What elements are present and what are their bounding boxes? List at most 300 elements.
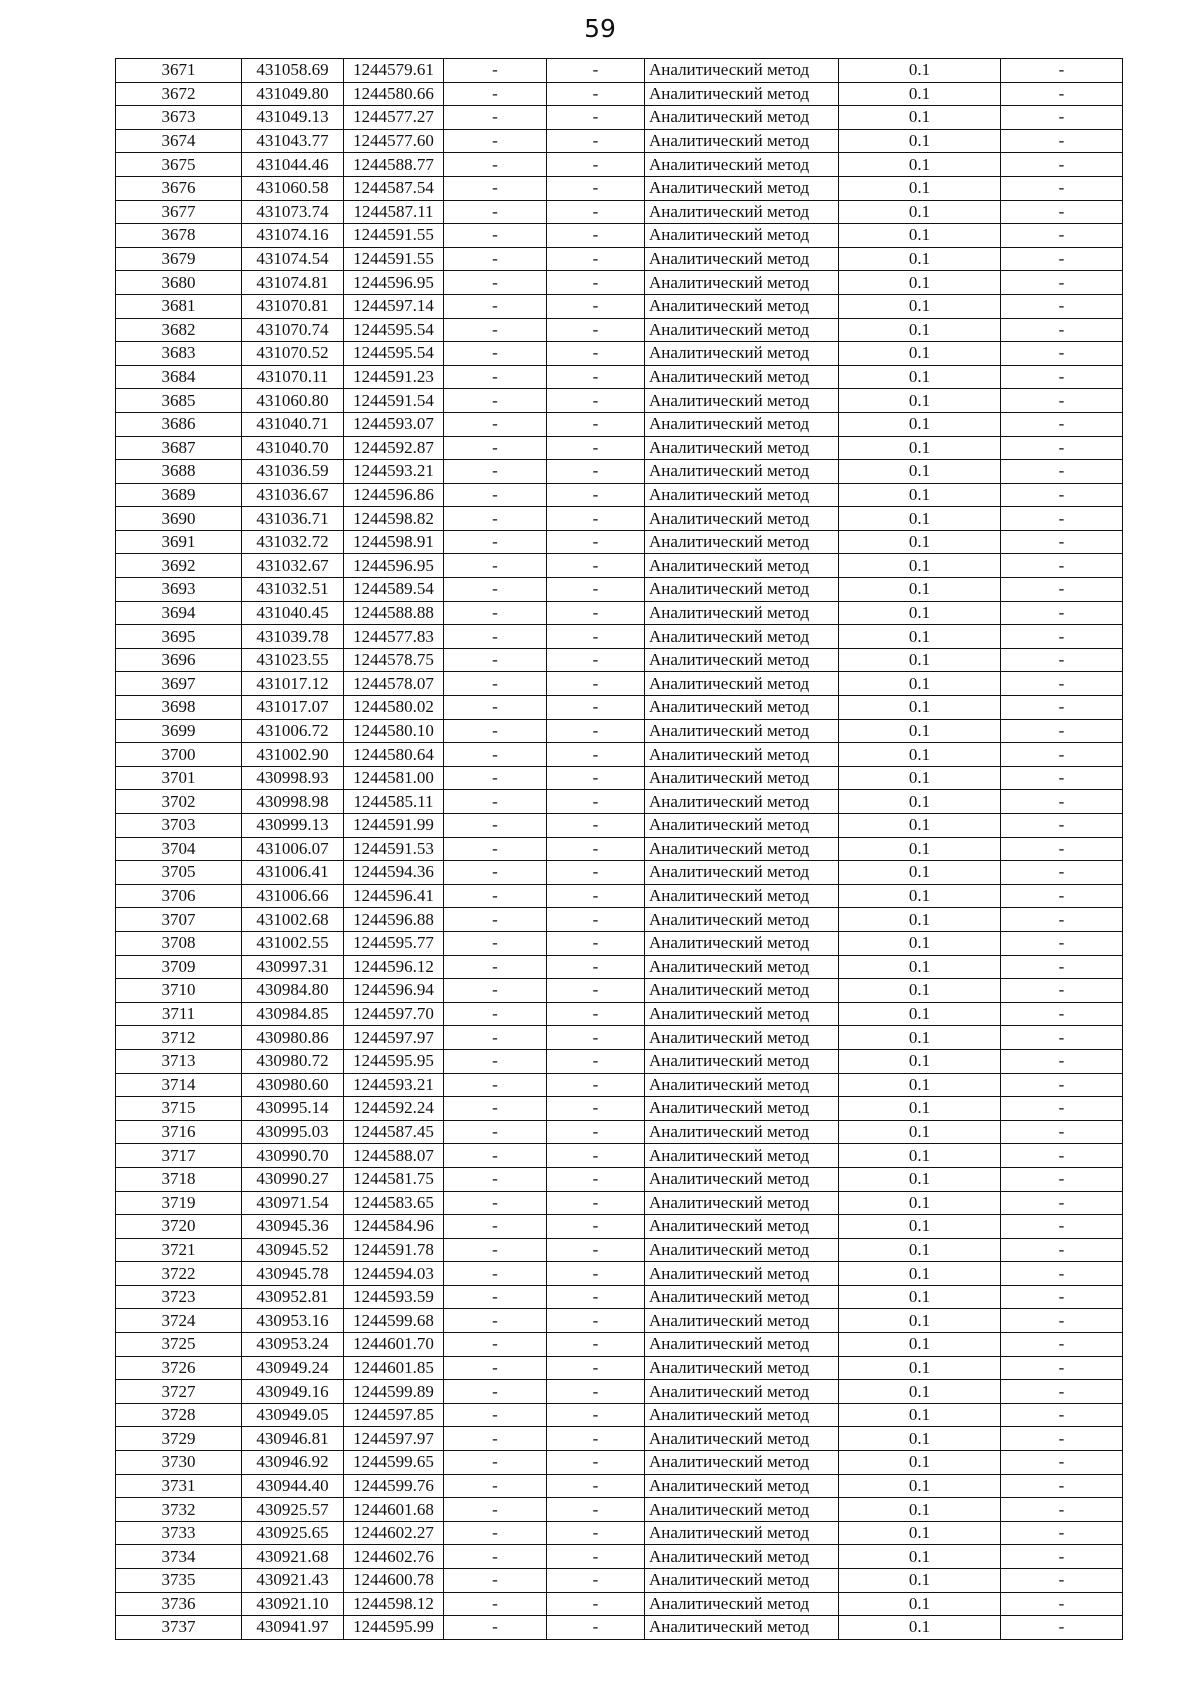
y-coordinate-cell: 1244585.11	[344, 790, 444, 814]
coordinates-table	[115, 58, 1123, 1640]
method-cell: Аналитический метод	[645, 648, 839, 672]
point-number-cell: 3724	[116, 1309, 242, 1333]
x-coordinate-cell: 431058.69	[242, 59, 344, 83]
empty-dash-cell: -	[444, 59, 547, 83]
y-coordinate-cell: 1244592.87	[344, 436, 444, 460]
empty-dash-cell: -	[444, 814, 547, 838]
x-coordinate-cell: 431006.72	[242, 719, 344, 743]
empty-dash-cell: -	[1001, 1521, 1123, 1545]
table-row	[116, 931, 1123, 955]
empty-dash-cell: -	[547, 389, 645, 413]
empty-dash-cell: -	[444, 908, 547, 932]
x-coordinate-cell: 431044.46	[242, 153, 344, 177]
y-coordinate-cell: 1244581.00	[344, 766, 444, 790]
empty-dash-cell: -	[444, 1356, 547, 1380]
empty-dash-cell: -	[547, 1403, 645, 1427]
empty-dash-cell: -	[1001, 1333, 1123, 1357]
accuracy-cell: 0.1	[839, 625, 1001, 649]
table-row	[116, 790, 1123, 814]
point-number-cell: 3697	[116, 672, 242, 696]
method-cell: Аналитический метод	[645, 1285, 839, 1309]
method-cell: Аналитический метод	[645, 696, 839, 720]
empty-dash-cell: -	[444, 861, 547, 885]
method-cell: Аналитический метод	[645, 1167, 839, 1191]
empty-dash-cell: -	[547, 1120, 645, 1144]
x-coordinate-cell: 430949.05	[242, 1403, 344, 1427]
point-number-cell: 3676	[116, 176, 242, 200]
x-coordinate-cell: 431070.74	[242, 318, 344, 342]
y-coordinate-cell: 1244598.12	[344, 1592, 444, 1616]
empty-dash-cell: -	[547, 1592, 645, 1616]
point-number-cell: 3733	[116, 1521, 242, 1545]
table-row	[116, 601, 1123, 625]
y-coordinate-cell: 1244600.78	[344, 1569, 444, 1593]
point-number-cell: 3702	[116, 790, 242, 814]
table-row	[116, 483, 1123, 507]
empty-dash-cell: -	[547, 1309, 645, 1333]
accuracy-cell: 0.1	[839, 1097, 1001, 1121]
empty-dash-cell: -	[547, 743, 645, 767]
table-row	[116, 1191, 1123, 1215]
x-coordinate-cell: 430949.24	[242, 1356, 344, 1380]
empty-dash-cell: -	[547, 1238, 645, 1262]
empty-dash-cell: -	[444, 1026, 547, 1050]
empty-dash-cell: -	[1001, 294, 1123, 318]
x-coordinate-cell: 431060.80	[242, 389, 344, 413]
accuracy-cell: 0.1	[839, 106, 1001, 130]
point-number-cell: 3696	[116, 648, 242, 672]
accuracy-cell: 0.1	[839, 1144, 1001, 1168]
method-cell: Аналитический метод	[645, 153, 839, 177]
empty-dash-cell: -	[547, 1521, 645, 1545]
y-coordinate-cell: 1244596.86	[344, 483, 444, 507]
point-number-cell: 3686	[116, 412, 242, 436]
method-cell: Аналитический метод	[645, 1333, 839, 1357]
y-coordinate-cell: 1244596.95	[344, 554, 444, 578]
empty-dash-cell: -	[547, 1002, 645, 1026]
accuracy-cell: 0.1	[839, 389, 1001, 413]
accuracy-cell: 0.1	[839, 554, 1001, 578]
y-coordinate-cell: 1244577.83	[344, 625, 444, 649]
empty-dash-cell: -	[1001, 837, 1123, 861]
empty-dash-cell: -	[444, 1474, 547, 1498]
x-coordinate-cell: 431060.58	[242, 176, 344, 200]
table-row	[116, 908, 1123, 932]
point-number-cell: 3701	[116, 766, 242, 790]
empty-dash-cell: -	[1001, 82, 1123, 106]
y-coordinate-cell: 1244599.65	[344, 1451, 444, 1475]
x-coordinate-cell: 430990.27	[242, 1167, 344, 1191]
y-coordinate-cell: 1244588.88	[344, 601, 444, 625]
table-row	[116, 1427, 1123, 1451]
accuracy-cell: 0.1	[839, 1545, 1001, 1569]
table-row	[116, 578, 1123, 602]
table-row	[116, 1215, 1123, 1239]
accuracy-cell: 0.1	[839, 294, 1001, 318]
empty-dash-cell: -	[444, 766, 547, 790]
accuracy-cell: 0.1	[839, 436, 1001, 460]
accuracy-cell: 0.1	[839, 1356, 1001, 1380]
point-number-cell: 3694	[116, 601, 242, 625]
x-coordinate-cell: 430980.86	[242, 1026, 344, 1050]
point-number-cell: 3714	[116, 1073, 242, 1097]
y-coordinate-cell: 1244587.11	[344, 200, 444, 224]
accuracy-cell: 0.1	[839, 743, 1001, 767]
table-row	[116, 1120, 1123, 1144]
point-number-cell: 3673	[116, 106, 242, 130]
point-number-cell: 3689	[116, 483, 242, 507]
empty-dash-cell: -	[547, 483, 645, 507]
accuracy-cell: 0.1	[839, 224, 1001, 248]
accuracy-cell: 0.1	[839, 153, 1001, 177]
table-row	[116, 837, 1123, 861]
table-row	[116, 106, 1123, 130]
empty-dash-cell: -	[444, 672, 547, 696]
point-number-cell: 3675	[116, 153, 242, 177]
empty-dash-cell: -	[444, 460, 547, 484]
y-coordinate-cell: 1244599.68	[344, 1309, 444, 1333]
table-row	[116, 1026, 1123, 1050]
empty-dash-cell: -	[1001, 365, 1123, 389]
empty-dash-cell: -	[547, 1073, 645, 1097]
x-coordinate-cell: 431040.71	[242, 412, 344, 436]
y-coordinate-cell: 1244591.53	[344, 837, 444, 861]
method-cell: Аналитический метод	[645, 554, 839, 578]
y-coordinate-cell: 1244591.23	[344, 365, 444, 389]
empty-dash-cell: -	[1001, 271, 1123, 295]
empty-dash-cell: -	[444, 436, 547, 460]
method-cell: Аналитический метод	[645, 743, 839, 767]
x-coordinate-cell: 431036.71	[242, 507, 344, 531]
empty-dash-cell: -	[444, 318, 547, 342]
x-coordinate-cell: 430990.70	[242, 1144, 344, 1168]
x-coordinate-cell: 430946.92	[242, 1451, 344, 1475]
accuracy-cell: 0.1	[839, 1427, 1001, 1451]
point-number-cell: 3688	[116, 460, 242, 484]
empty-dash-cell: -	[547, 129, 645, 153]
method-cell: Аналитический метод	[645, 294, 839, 318]
accuracy-cell: 0.1	[839, 578, 1001, 602]
empty-dash-cell: -	[444, 1262, 547, 1286]
point-number-cell: 3723	[116, 1285, 242, 1309]
empty-dash-cell: -	[1001, 1120, 1123, 1144]
empty-dash-cell: -	[1001, 861, 1123, 885]
accuracy-cell: 0.1	[839, 1403, 1001, 1427]
empty-dash-cell: -	[1001, 1380, 1123, 1404]
empty-dash-cell: -	[547, 247, 645, 271]
empty-dash-cell: -	[1001, 1215, 1123, 1239]
y-coordinate-cell: 1244591.55	[344, 247, 444, 271]
table-row	[116, 1498, 1123, 1522]
empty-dash-cell: -	[547, 460, 645, 484]
accuracy-cell: 0.1	[839, 837, 1001, 861]
empty-dash-cell: -	[547, 436, 645, 460]
method-cell: Аналитический метод	[645, 790, 839, 814]
table-row	[116, 955, 1123, 979]
table-row	[116, 1569, 1123, 1593]
empty-dash-cell: -	[1001, 1167, 1123, 1191]
x-coordinate-cell: 430925.65	[242, 1521, 344, 1545]
x-coordinate-cell: 431070.11	[242, 365, 344, 389]
x-coordinate-cell: 431043.77	[242, 129, 344, 153]
table-row	[116, 530, 1123, 554]
y-coordinate-cell: 1244581.75	[344, 1167, 444, 1191]
point-number-cell: 3713	[116, 1049, 242, 1073]
empty-dash-cell: -	[444, 719, 547, 743]
table-row	[116, 294, 1123, 318]
table-row	[116, 1285, 1123, 1309]
empty-dash-cell: -	[444, 931, 547, 955]
accuracy-cell: 0.1	[839, 483, 1001, 507]
x-coordinate-cell: 430953.16	[242, 1309, 344, 1333]
y-coordinate-cell: 1244580.64	[344, 743, 444, 767]
method-cell: Аналитический метод	[645, 507, 839, 531]
method-cell: Аналитический метод	[645, 1427, 839, 1451]
x-coordinate-cell: 431032.72	[242, 530, 344, 554]
empty-dash-cell: -	[444, 1167, 547, 1191]
empty-dash-cell: -	[444, 1545, 547, 1569]
point-number-cell: 3679	[116, 247, 242, 271]
point-number-cell: 3727	[116, 1380, 242, 1404]
y-coordinate-cell: 1244596.41	[344, 884, 444, 908]
accuracy-cell: 0.1	[839, 82, 1001, 106]
table-row	[116, 743, 1123, 767]
method-cell: Аналитический метод	[645, 601, 839, 625]
accuracy-cell: 0.1	[839, 1592, 1001, 1616]
table-row	[116, 814, 1123, 838]
empty-dash-cell: -	[1001, 955, 1123, 979]
empty-dash-cell: -	[444, 365, 547, 389]
table-row	[116, 247, 1123, 271]
y-coordinate-cell: 1244595.95	[344, 1049, 444, 1073]
accuracy-cell: 0.1	[839, 1002, 1001, 1026]
empty-dash-cell: -	[444, 483, 547, 507]
point-number-cell: 3700	[116, 743, 242, 767]
method-cell: Аналитический метод	[645, 1073, 839, 1097]
empty-dash-cell: -	[444, 1380, 547, 1404]
x-coordinate-cell: 430971.54	[242, 1191, 344, 1215]
method-cell: Аналитический метод	[645, 412, 839, 436]
point-number-cell: 3683	[116, 342, 242, 366]
empty-dash-cell: -	[444, 1073, 547, 1097]
empty-dash-cell: -	[1001, 1545, 1123, 1569]
empty-dash-cell: -	[1001, 224, 1123, 248]
empty-dash-cell: -	[1001, 979, 1123, 1003]
empty-dash-cell: -	[547, 814, 645, 838]
accuracy-cell: 0.1	[839, 1262, 1001, 1286]
empty-dash-cell: -	[444, 1403, 547, 1427]
y-coordinate-cell: 1244601.85	[344, 1356, 444, 1380]
empty-dash-cell: -	[444, 1451, 547, 1475]
empty-dash-cell: -	[1001, 1144, 1123, 1168]
x-coordinate-cell: 431040.70	[242, 436, 344, 460]
empty-dash-cell: -	[547, 1427, 645, 1451]
x-coordinate-cell: 431074.81	[242, 271, 344, 295]
empty-dash-cell: -	[444, 696, 547, 720]
empty-dash-cell: -	[1001, 1498, 1123, 1522]
y-coordinate-cell: 1244580.10	[344, 719, 444, 743]
accuracy-cell: 0.1	[839, 1380, 1001, 1404]
empty-dash-cell: -	[444, 1097, 547, 1121]
point-number-cell: 3674	[116, 129, 242, 153]
empty-dash-cell: -	[1001, 1451, 1123, 1475]
empty-dash-cell: -	[444, 129, 547, 153]
accuracy-cell: 0.1	[839, 1191, 1001, 1215]
table-row	[116, 861, 1123, 885]
method-cell: Аналитический метод	[645, 1356, 839, 1380]
method-cell: Аналитический метод	[645, 1262, 839, 1286]
table-row	[116, 1238, 1123, 1262]
method-cell: Аналитический метод	[645, 342, 839, 366]
table-row	[116, 1309, 1123, 1333]
y-coordinate-cell: 1244598.91	[344, 530, 444, 554]
method-cell: Аналитический метод	[645, 1521, 839, 1545]
empty-dash-cell: -	[444, 342, 547, 366]
empty-dash-cell: -	[547, 224, 645, 248]
table-row	[116, 1262, 1123, 1286]
accuracy-cell: 0.1	[839, 1026, 1001, 1050]
method-cell: Аналитический метод	[645, 884, 839, 908]
accuracy-cell: 0.1	[839, 530, 1001, 554]
accuracy-cell: 0.1	[839, 601, 1001, 625]
method-cell: Аналитический метод	[645, 1451, 839, 1475]
x-coordinate-cell: 430984.80	[242, 979, 344, 1003]
x-coordinate-cell: 430949.16	[242, 1380, 344, 1404]
y-coordinate-cell: 1244588.77	[344, 153, 444, 177]
point-number-cell: 3737	[116, 1616, 242, 1640]
point-number-cell: 3707	[116, 908, 242, 932]
empty-dash-cell: -	[444, 224, 547, 248]
y-coordinate-cell: 1244591.99	[344, 814, 444, 838]
point-number-cell: 3706	[116, 884, 242, 908]
empty-dash-cell: -	[1001, 247, 1123, 271]
method-cell: Аналитический метод	[645, 1120, 839, 1144]
table-row	[116, 224, 1123, 248]
empty-dash-cell: -	[547, 1191, 645, 1215]
x-coordinate-cell: 431074.16	[242, 224, 344, 248]
method-cell: Аналитический метод	[645, 814, 839, 838]
y-coordinate-cell: 1244599.76	[344, 1474, 444, 1498]
method-cell: Аналитический метод	[645, 672, 839, 696]
table-row	[116, 507, 1123, 531]
table-row	[116, 153, 1123, 177]
y-coordinate-cell: 1244583.65	[344, 1191, 444, 1215]
empty-dash-cell: -	[444, 1521, 547, 1545]
method-cell: Аналитический метод	[645, 578, 839, 602]
empty-dash-cell: -	[547, 1262, 645, 1286]
empty-dash-cell: -	[1001, 342, 1123, 366]
empty-dash-cell: -	[1001, 743, 1123, 767]
x-coordinate-cell: 431040.45	[242, 601, 344, 625]
empty-dash-cell: -	[1001, 672, 1123, 696]
empty-dash-cell: -	[1001, 1427, 1123, 1451]
accuracy-cell: 0.1	[839, 1073, 1001, 1097]
empty-dash-cell: -	[444, 1616, 547, 1640]
method-cell: Аналитический метод	[645, 224, 839, 248]
empty-dash-cell: -	[547, 1474, 645, 1498]
y-coordinate-cell: 1244594.36	[344, 861, 444, 885]
point-number-cell: 3699	[116, 719, 242, 743]
table-body	[116, 59, 1123, 1640]
accuracy-cell: 0.1	[839, 955, 1001, 979]
empty-dash-cell: -	[547, 625, 645, 649]
table-row	[116, 766, 1123, 790]
empty-dash-cell: -	[444, 1498, 547, 1522]
y-coordinate-cell: 1244579.61	[344, 59, 444, 83]
method-cell: Аналитический метод	[645, 1592, 839, 1616]
empty-dash-cell: -	[1001, 696, 1123, 720]
x-coordinate-cell: 430953.24	[242, 1333, 344, 1357]
point-number-cell: 3672	[116, 82, 242, 106]
empty-dash-cell: -	[547, 176, 645, 200]
point-number-cell: 3730	[116, 1451, 242, 1475]
empty-dash-cell: -	[444, 389, 547, 413]
empty-dash-cell: -	[1001, 389, 1123, 413]
empty-dash-cell: -	[1001, 1073, 1123, 1097]
empty-dash-cell: -	[1001, 530, 1123, 554]
page-number: 59	[584, 14, 616, 43]
empty-dash-cell: -	[1001, 129, 1123, 153]
x-coordinate-cell: 431074.54	[242, 247, 344, 271]
point-number-cell: 3710	[116, 979, 242, 1003]
accuracy-cell: 0.1	[839, 271, 1001, 295]
table-row	[116, 1521, 1123, 1545]
empty-dash-cell: -	[1001, 153, 1123, 177]
point-number-cell: 3722	[116, 1262, 242, 1286]
point-number-cell: 3693	[116, 578, 242, 602]
table-row	[116, 342, 1123, 366]
empty-dash-cell: -	[1001, 460, 1123, 484]
x-coordinate-cell: 431073.74	[242, 200, 344, 224]
table-row	[116, 979, 1123, 1003]
x-coordinate-cell: 430952.81	[242, 1285, 344, 1309]
method-cell: Аналитический метод	[645, 1026, 839, 1050]
x-coordinate-cell: 430941.97	[242, 1616, 344, 1640]
empty-dash-cell: -	[444, 743, 547, 767]
empty-dash-cell: -	[1001, 1097, 1123, 1121]
accuracy-cell: 0.1	[839, 59, 1001, 83]
method-cell: Аналитический метод	[645, 1498, 839, 1522]
empty-dash-cell: -	[547, 601, 645, 625]
empty-dash-cell: -	[444, 1427, 547, 1451]
empty-dash-cell: -	[547, 1380, 645, 1404]
empty-dash-cell: -	[444, 271, 547, 295]
point-number-cell: 3728	[116, 1403, 242, 1427]
x-coordinate-cell: 431023.55	[242, 648, 344, 672]
y-coordinate-cell: 1244578.75	[344, 648, 444, 672]
table-row	[116, 1097, 1123, 1121]
method-cell: Аналитический метод	[645, 460, 839, 484]
empty-dash-cell: -	[1001, 790, 1123, 814]
method-cell: Аналитический метод	[645, 1380, 839, 1404]
table-row	[116, 884, 1123, 908]
method-cell: Аналитический метод	[645, 766, 839, 790]
empty-dash-cell: -	[444, 82, 547, 106]
point-number-cell: 3715	[116, 1097, 242, 1121]
y-coordinate-cell: 1244595.77	[344, 931, 444, 955]
table-row	[116, 696, 1123, 720]
point-number-cell: 3712	[116, 1026, 242, 1050]
y-coordinate-cell: 1244596.12	[344, 955, 444, 979]
empty-dash-cell: -	[547, 790, 645, 814]
empty-dash-cell: -	[444, 1285, 547, 1309]
point-number-cell: 3685	[116, 389, 242, 413]
x-coordinate-cell: 431070.81	[242, 294, 344, 318]
y-coordinate-cell: 1244594.03	[344, 1262, 444, 1286]
x-coordinate-cell: 430980.60	[242, 1073, 344, 1097]
method-cell: Аналитический метод	[645, 1049, 839, 1073]
table-row	[116, 625, 1123, 649]
